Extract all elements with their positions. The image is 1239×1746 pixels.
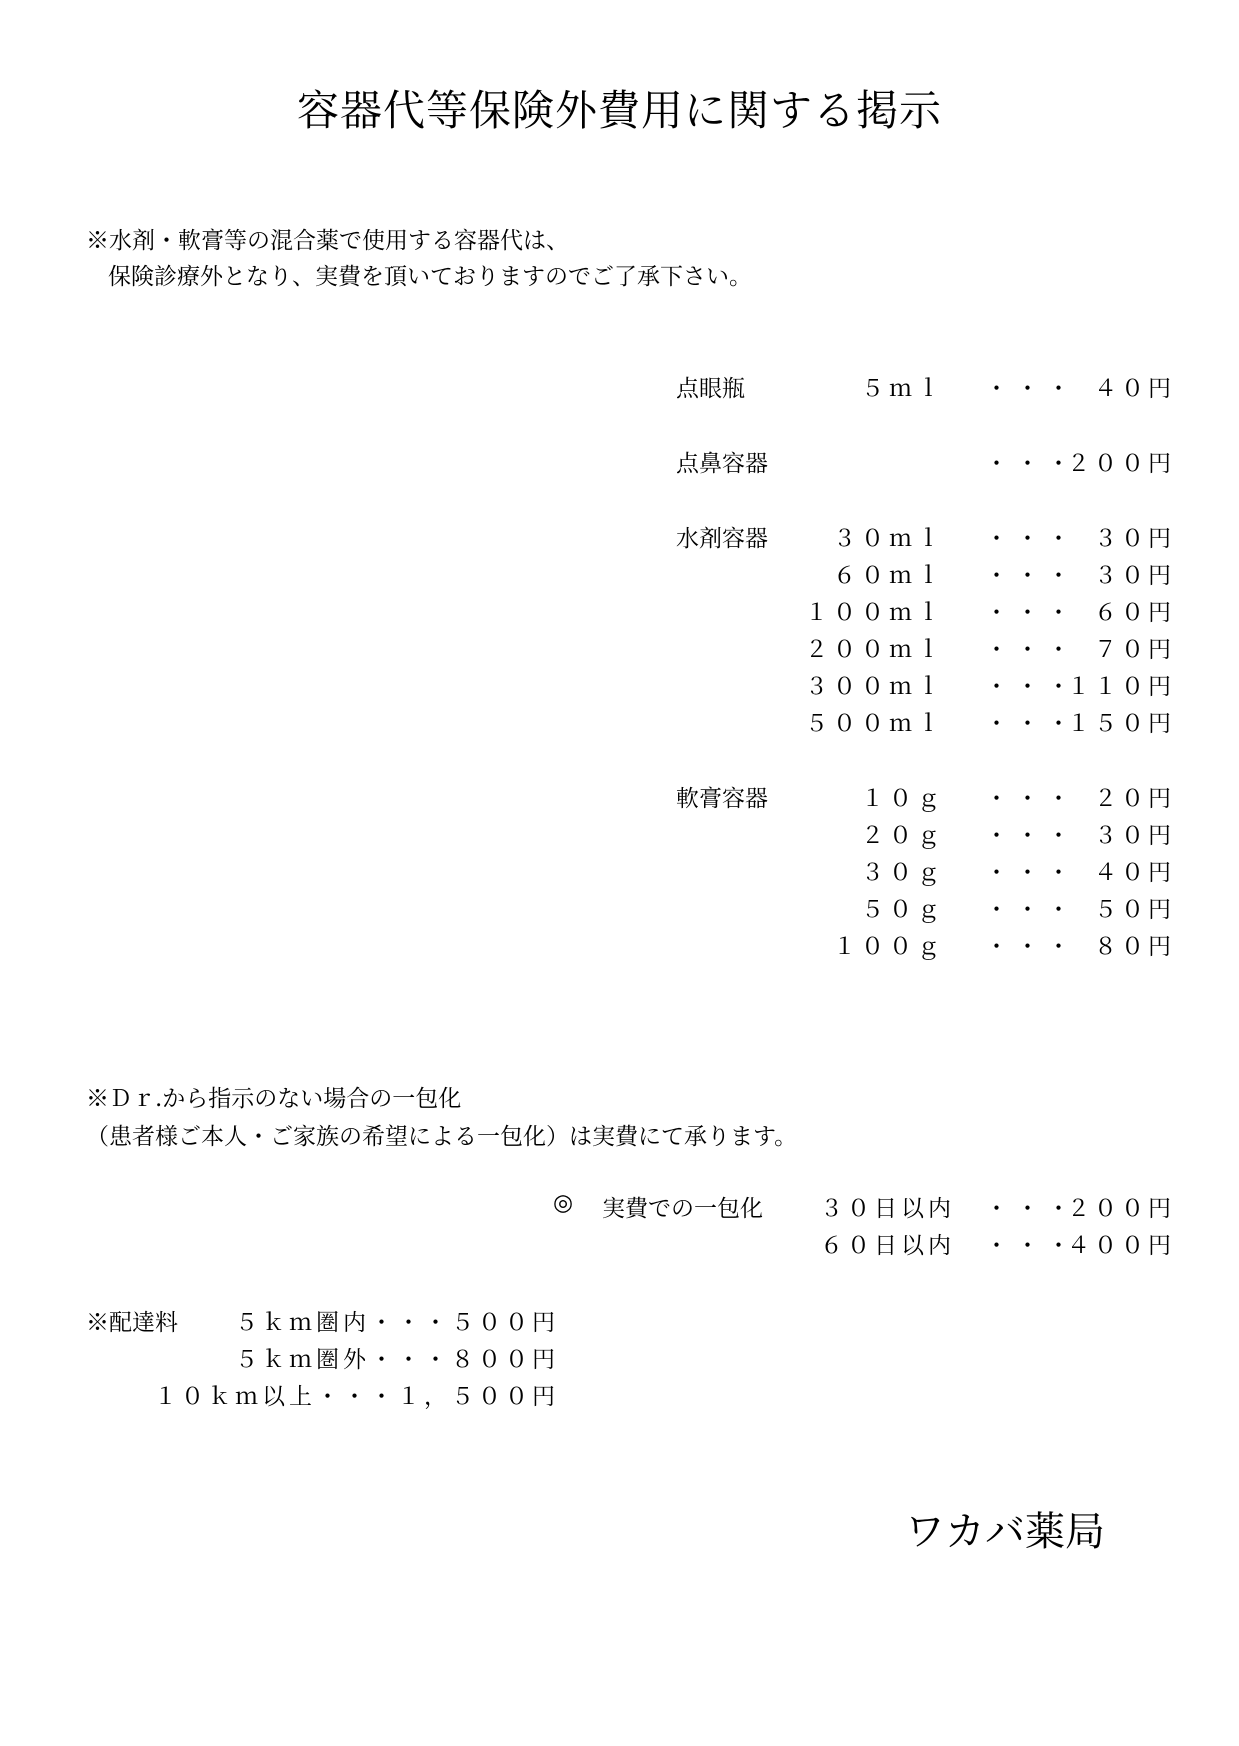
container-name: 点眼瓶 — [676, 376, 745, 402]
container-price: ３０円 — [1094, 823, 1175, 849]
container-size: １００ｇ — [833, 934, 945, 960]
container-price: ５０円 — [1094, 897, 1175, 923]
leader-dots: ・・・ — [985, 786, 1078, 812]
delivery-fee-line: １０ｋｍ以上・・・１，５００円 — [154, 1384, 559, 1410]
leader-dots: ・・・ — [985, 897, 1078, 923]
container-notice-line1: ※水剤・軟膏等の混合薬で使用する容器代は、 — [86, 228, 569, 254]
container-price: ４０円 — [1094, 860, 1175, 886]
container-size: ２００ｍｌ — [805, 637, 945, 663]
container-price: ６０円 — [1094, 600, 1175, 626]
leader-dots: ・・・ — [985, 526, 1078, 552]
ikkatsu-label: 実費での一包化 — [602, 1196, 763, 1222]
leader-dots: ・・・ — [985, 1233, 1078, 1259]
container-name: 水剤容器 — [676, 526, 768, 552]
pharmacy-signature: ワカバ薬局 — [905, 1509, 1105, 1555]
ikkatsu-price: ４００円 — [1067, 1233, 1175, 1259]
leader-dots: ・・・ — [985, 637, 1078, 663]
leader-dots: ・・・ — [985, 934, 1078, 960]
container-notice-line2: 保険診療外となり、実費を頂いておりますのでご了承下さい。 — [108, 264, 752, 290]
container-size: １０ｇ — [861, 786, 945, 812]
ikkatsu-price: ２００円 — [1067, 1196, 1175, 1222]
container-size: ３００ｍｌ — [805, 674, 945, 700]
container-name: 軟膏容器 — [676, 786, 768, 812]
container-price: ３０円 — [1094, 526, 1175, 552]
container-price: ３０円 — [1094, 563, 1175, 589]
container-price: ７０円 — [1094, 637, 1175, 663]
ikkatsu-days: ６０日以内 — [820, 1233, 955, 1259]
container-price: １１０円 — [1067, 674, 1175, 700]
container-price: ４０円 — [1094, 376, 1175, 402]
container-size: ５０ｇ — [861, 897, 945, 923]
leader-dots: ・・・ — [985, 600, 1078, 626]
double-circle-mark: ◎ — [553, 1190, 574, 1216]
container-price: １５０円 — [1067, 711, 1175, 737]
leader-dots: ・・・ — [985, 860, 1078, 886]
delivery-fee-line: ５ｋｍ圏外・・・８００円 — [235, 1347, 559, 1373]
container-price: ２０円 — [1094, 786, 1175, 812]
leader-dots: ・・・ — [985, 451, 1078, 477]
leader-dots: ・・・ — [985, 563, 1078, 589]
leader-dots: ・・・ — [985, 674, 1078, 700]
container-price: ８０円 — [1094, 934, 1175, 960]
container-size: ３０ｇ — [861, 860, 945, 886]
container-size: ５ｍｌ — [861, 376, 945, 402]
container-size: ２０ｇ — [861, 823, 945, 849]
ikkatsu-days: ３０日以内 — [820, 1196, 955, 1222]
container-size: ６０ｍｌ — [833, 563, 945, 589]
ikkatsu-notice-line2: （患者様ご本人・ご家族の希望による一包化）は実費にて承ります。 — [86, 1124, 798, 1150]
ikkatsu-notice-line1: ※Ｄｒ.から指示のない場合の一包化 — [86, 1086, 462, 1112]
container-size: ５００ｍｌ — [805, 711, 945, 737]
leader-dots: ・・・ — [985, 376, 1078, 402]
leader-dots: ・・・ — [985, 1196, 1078, 1222]
container-price: ２００円 — [1067, 451, 1175, 477]
page-title: 容器代等保険外費用に関する掲示 — [296, 86, 942, 135]
container-size: １００ｍｌ — [805, 600, 945, 626]
container-size: ３０ｍｌ — [833, 526, 945, 552]
leader-dots: ・・・ — [985, 823, 1078, 849]
container-name: 点鼻容器 — [676, 451, 768, 477]
delivery-fee-line: ５ｋｍ圏内・・・５００円 — [235, 1310, 559, 1336]
leader-dots: ・・・ — [985, 711, 1078, 737]
delivery-label: ※配達料 — [86, 1310, 178, 1336]
